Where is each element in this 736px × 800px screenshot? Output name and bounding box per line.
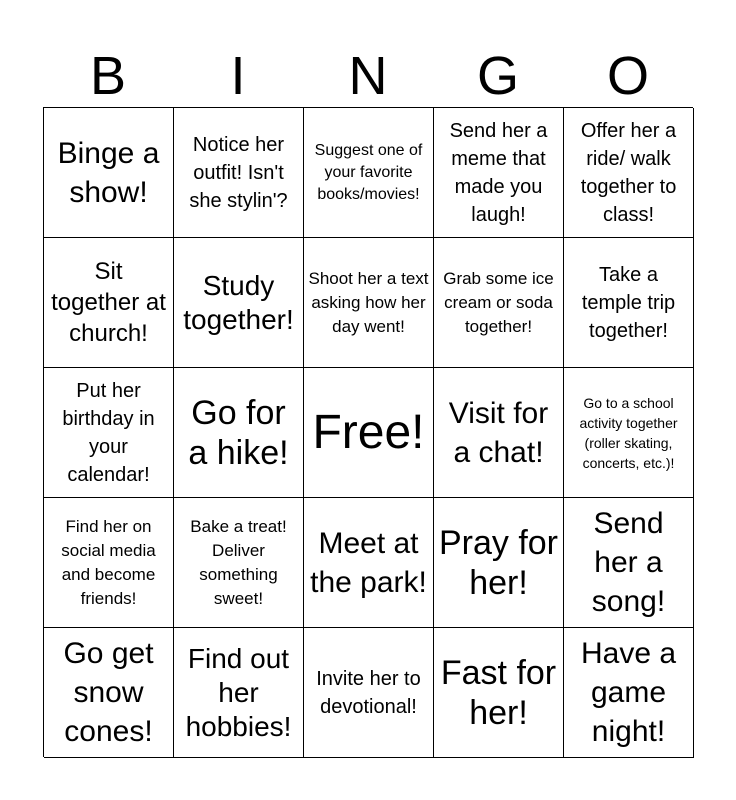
bingo-cell-text: Invite her to devotional! (316, 667, 421, 718)
bingo-cell[interactable] (564, 628, 694, 758)
bingo-cell[interactable] (304, 628, 434, 758)
bingo-cell[interactable] (304, 108, 434, 238)
bingo-cell-text: Offer her a ride/ walk together to class! (580, 119, 677, 226)
bingo-cell[interactable] (434, 368, 564, 498)
bingo-board (43, 107, 693, 757)
bingo-cell-text: Binge a show! (57, 136, 160, 209)
bingo-cell[interactable] (564, 498, 694, 628)
bingo-cell[interactable] (564, 368, 694, 498)
bingo-cell[interactable] (304, 238, 434, 368)
header-letter-g: G (476, 46, 519, 106)
bingo-cell[interactable] (174, 108, 304, 238)
bingo-cell[interactable] (564, 108, 694, 238)
bingo-cell-text: Suggest one of your favorite books/movies! (314, 141, 423, 203)
header-letter-b: B (89, 46, 127, 106)
bingo-cell-text: Visit for a chat! (448, 396, 549, 469)
bingo-cell-text: Go to a school activity together (roller skating, concerts, etc.)! (579, 394, 678, 471)
bingo-cell[interactable] (434, 108, 564, 238)
header-letter-n: N (348, 46, 388, 106)
bingo-cell[interactable] (304, 498, 434, 628)
bingo-cell[interactable] (44, 368, 174, 498)
bingo-cell[interactable] (434, 238, 564, 368)
bingo-cell[interactable] (174, 238, 304, 368)
bingo-cell[interactable] (174, 498, 304, 628)
bingo-cell-text: Send her a meme that made you laugh! (449, 119, 548, 226)
bingo-cell-text: Meet at the park! (310, 526, 427, 599)
bingo-cell-text: Notice her outfit! Isn't she stylin'? (189, 133, 288, 212)
bingo-cell-text: Take a temple trip together! (581, 263, 676, 342)
bingo-cell-text: Go get snow cones! (63, 637, 154, 748)
free-space-text: Free! (312, 405, 425, 459)
bingo-cell-text: Find her on social media and become friends! (61, 516, 156, 608)
bingo-cell-text: Bake a treat! Deliver something sweet! (190, 516, 287, 608)
header-letter-i: I (230, 46, 246, 106)
bingo-cell-text: Fast for her! (440, 653, 557, 732)
bingo-cell[interactable] (44, 628, 174, 758)
bingo-cell-text: Sit together at church! (51, 258, 166, 347)
bingo-cell-text: Shoot her a text asking how her day went! (308, 268, 429, 336)
bingo-cell[interactable] (44, 238, 174, 368)
bingo-cell-text: Pray for her! (438, 523, 559, 602)
bingo-cell-text: Grab some ice cream or soda together! (443, 268, 554, 336)
bingo-cell[interactable] (174, 628, 304, 758)
bingo-cell[interactable] (44, 108, 174, 238)
bingo-cell[interactable] (434, 498, 564, 628)
bingo-cell-text: Study together! (183, 269, 294, 335)
free-space-cell[interactable] (304, 368, 434, 498)
bingo-cell[interactable] (434, 628, 564, 758)
bingo-cell-text: Put her birthday in your calendar! (62, 379, 155, 486)
header-letter-o: O (606, 46, 649, 106)
bingo-cell-text: Send her a song! (591, 507, 666, 618)
bingo-cell[interactable] (174, 368, 304, 498)
bingo-header (43, 44, 693, 108)
bingo-cell[interactable] (564, 238, 694, 368)
bingo-cell-text: Go for a hike! (188, 393, 289, 472)
bingo-cell[interactable] (44, 498, 174, 628)
bingo-cell-text: Have a game night! (580, 637, 677, 748)
bingo-cell-text: Find out her hobbies! (185, 642, 292, 742)
